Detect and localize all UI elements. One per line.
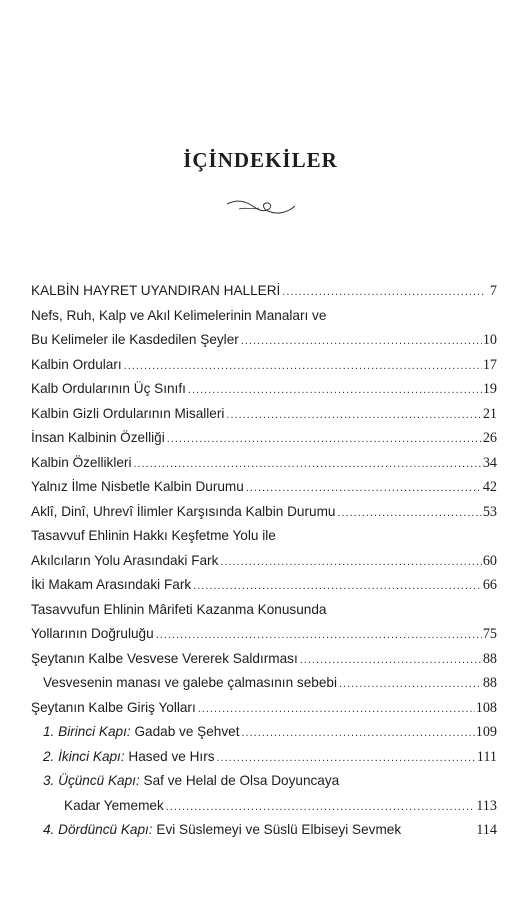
toc-entry-text: Hased ve Hırs [128, 748, 215, 764]
toc-entry-page: 34 [482, 454, 497, 471]
toc-leader-dots [133, 458, 481, 470]
toc-entry-text: Saf ve Helal de Olsa Doyuncaya [143, 773, 340, 788]
toc-subentry[interactable] [31, 798, 497, 823]
toc-entry-label: Dördüncü Kapı: [58, 822, 153, 837]
toc-entry-title: Kadar Yememek [64, 797, 164, 813]
toc-leader-dots [226, 409, 481, 421]
toc-leader-dots [217, 752, 476, 764]
toc-entry-number: 2. [43, 748, 55, 764]
toc-entry-title: Kalbin Gizli Ordularının Misalleri [31, 405, 225, 421]
toc-entry-title: Şeytanın Kalbe Giriş Yolları [31, 699, 196, 715]
toc-entry[interactable] [31, 381, 497, 406]
toc-entry-text: Gadab ve Şehvet [134, 724, 240, 739]
toc-entry-title: Aklî, Dinî, Uhrevî İlimler Karşısında Kalbin Durumu [31, 503, 336, 519]
toc-entry[interactable] [31, 406, 497, 431]
toc-entry-page: 19 [482, 381, 497, 397]
toc-entry[interactable] [31, 651, 497, 676]
toc-entry-number: 4. [43, 822, 55, 837]
toc-entry-label: Üçüncü Kapı: [58, 773, 140, 788]
toc-entry[interactable] [31, 577, 497, 602]
toc-entry-title [43, 749, 215, 764]
toc-entry-number: 1. [43, 724, 55, 739]
toc-subentry[interactable] [31, 724, 497, 749]
toc-leader-dots [188, 384, 482, 396]
toc-entry-title: Kalb Ordularının Üç Sınıfı [31, 381, 186, 396]
toc-entry[interactable] [31, 700, 497, 725]
toc-entry-title: Vesvesenin manası ve galebe çalmasının sebebi [43, 675, 337, 690]
toc-entry-page: 108 [475, 699, 497, 716]
toc-leader-dots [220, 556, 481, 568]
toc-entry-page: 10 [482, 332, 497, 348]
toc-entry-page: 21 [482, 405, 497, 422]
page-title: İÇİNDEKİLER [183, 148, 338, 172]
toc-entry-title [43, 724, 239, 739]
toc-entry-page: 53 [482, 503, 497, 520]
toc-entry[interactable] [31, 357, 497, 382]
toc-entry-text: Evi Süslemeyi ve Süslü Elbiseyi Sevmek [156, 822, 402, 837]
toc-leader-dots [198, 703, 475, 715]
toc-entry-page: 111 [476, 748, 497, 765]
toc-leader-dots [193, 580, 482, 592]
toc-entry[interactable] [31, 553, 497, 578]
toc-entry[interactable] [31, 626, 497, 651]
table-of-contents [31, 283, 497, 847]
toc-entry-page: 109 [475, 724, 497, 740]
toc-entry[interactable] [31, 455, 497, 480]
toc-entry-title: Bu Kelimeler ile Kasdedilen Şeyler [31, 332, 239, 347]
toc-entry-title [43, 773, 339, 788]
toc-entry-title: Tasavvufun Ehlinin Mârifeti Kazanma Konusunda [31, 601, 327, 617]
toc-entry[interactable] [31, 430, 497, 455]
toc-leader-dots [282, 286, 486, 298]
toc-entry[interactable] [31, 602, 497, 627]
toc-entry-title: İki Makam Arasındaki Fark [31, 577, 192, 592]
toc-entry-label: İkinci Kapı: [58, 748, 125, 764]
toc-leader-dots [241, 727, 474, 739]
toc-leader-dots [166, 801, 475, 813]
toc-entry[interactable] [31, 283, 497, 308]
toc-entry[interactable] [31, 479, 497, 504]
toc-entry[interactable] [31, 308, 497, 333]
toc-entry[interactable] [31, 528, 497, 553]
toc-entry-title: Kalbin Özellikleri [31, 454, 132, 470]
toc-subentry[interactable] [31, 749, 497, 774]
toc-entry-label: Birinci Kapı: [58, 724, 131, 739]
toc-entry-number: 3. [43, 773, 55, 788]
toc-entry-title [43, 822, 401, 837]
toc-entry-title: KALBİN HAYRET UYANDIRAN HALLERİ [31, 283, 281, 298]
toc-entry-page: 88 [482, 675, 497, 691]
toc-entry-title: Kalbin Orduları [31, 356, 122, 372]
toc-leader-dots [246, 482, 482, 494]
toc-entry-page: 75 [482, 626, 497, 642]
toc-entry[interactable] [31, 504, 497, 529]
toc-entry-page: 7 [489, 283, 497, 299]
toc-leader-dots [167, 433, 482, 445]
toc-entry-title: Akılcıların Yolu Arasındaki Fark [31, 552, 219, 568]
toc-entry-page: 66 [482, 577, 497, 593]
toc-entry[interactable] [31, 332, 497, 357]
toc-entry-title: Yollarının Doğruluğu [31, 626, 154, 641]
toc-leader-dots [337, 507, 481, 519]
toc-entry-title: Tasavvuf Ehlinin Hakkı Keşfetme Yolu ile [31, 528, 276, 543]
toc-entry-page: 114 [476, 822, 497, 838]
toc-leader-dots [124, 360, 482, 372]
toc-entry-page: 42 [482, 479, 497, 495]
toc-entry-title: İnsan Kalbinin Özelliği [31, 430, 165, 445]
toc-entry-page: 60 [482, 552, 497, 569]
toc-subentry[interactable] [31, 773, 497, 798]
toc-subentry[interactable] [31, 675, 497, 700]
ornament-flourish-icon [225, 196, 297, 218]
toc-subentry[interactable] [31, 822, 497, 847]
toc-entry-title: Nefs, Ruh, Kalp ve Akıl Kelimelerinin Manaları ve [31, 307, 327, 323]
toc-entry-page: 88 [482, 650, 497, 667]
toc-leader-dots [156, 629, 482, 641]
toc-entry-title: Yalnız İlme Nisbetle Kalbin Durumu [31, 479, 244, 494]
toc-entry-page: 26 [482, 430, 497, 446]
toc-entry-title: Şeytanın Kalbe Vesvese Vererek Saldırması [31, 650, 298, 666]
toc-leader-dots [339, 678, 482, 690]
toc-leader-dots [300, 654, 482, 666]
toc-leader-dots [241, 335, 482, 347]
toc-entry-page: 17 [482, 356, 497, 373]
toc-entry-page: 113 [476, 797, 497, 814]
